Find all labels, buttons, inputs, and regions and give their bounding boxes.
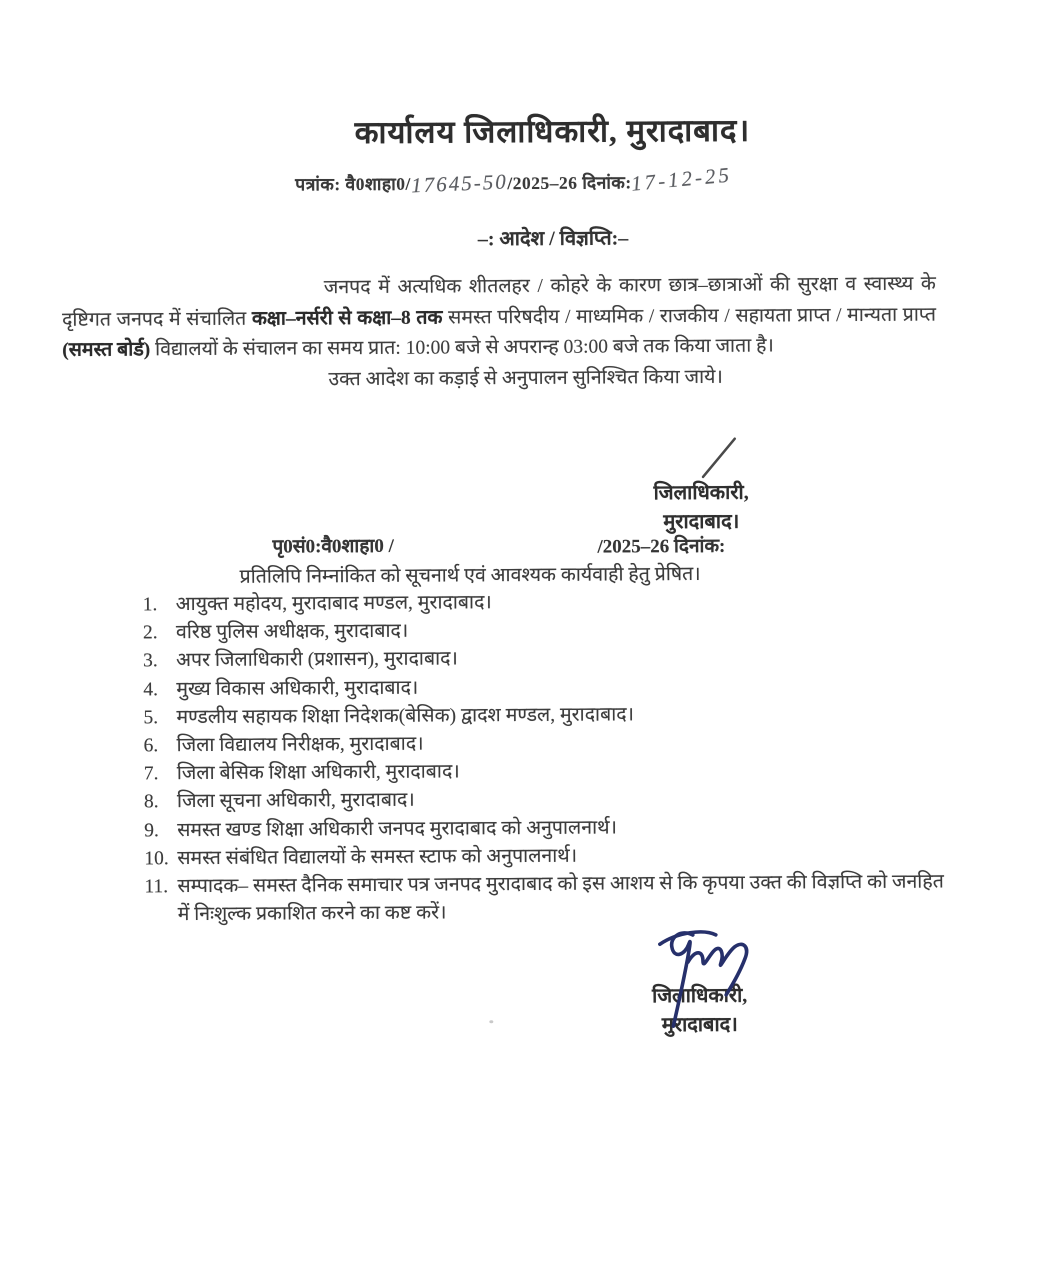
office-title: कार्यालय जिलाधिकारी, मुरादाबाद। [354,112,751,151]
copy-intro-line: प्रतिलिपि निम्नांकित को सूचनार्थ एवं आवश्यक कार्यवाही हेतु प्रेषित। [239,563,701,588]
signature-block-top [611,436,792,537]
signatory-title: जिलाधिकारी, [652,984,748,1008]
item-number: 3. [143,650,158,672]
handwritten-letter-number: 17645-50 [410,169,508,198]
letter-number-prefix: पत्रांक: वै0शाहा0/ [295,173,411,195]
item-text: मुख्य विकास अधिकारी, मुरादाबाद। [176,677,419,700]
item-number: 10. [144,848,169,870]
item-number: 5. [143,707,159,729]
handwritten-date: 17-12-25 [630,162,734,196]
item-text: आयुक्त महोदय, मुरादाबाद मण्डल, मुरादाबाद। [175,592,492,616]
order-heading: –: आदेश / विज्ञप्ति:– [477,227,629,251]
item-text: सम्पादक– समस्त दैनिक समाचार पत्र जनपद मुरादाबाद को इस आशय से कि कृपया उक्त की विज्ञप्ति को जनहित में निःशुल्क प्रकाशित करने का कष्ट करें। [177,871,944,926]
order-text-3: विद्यालयों के संचालन का समय प्रात: 10:00 बजे से अपरान्ह 03:00 बजे तक किया जाता है। [150,335,774,361]
order-text-2: समस्त परिषदीय / माध्यमिक / राजकीय / सहायता प्राप्त / मान्यता प्राप्त [442,303,937,329]
item-text: जिला सूचना अधिकारी, मुरादाबाद। [176,790,415,813]
letter-number-middle: /2025–26 दिनांक: [507,172,632,194]
scan-speck [489,1020,493,1023]
item-number: 1. [142,594,158,616]
signatory-place: मुरादाबाद। [661,1013,738,1037]
copy-reference-line [0,528,1054,558]
signatory-title: जिलाधिकारी, [653,481,749,505]
item-number: 8. [143,791,159,813]
item-text: अपर जिलाधिकारी (प्रशासन), मुरादाबाद। [176,648,458,672]
letter-number-line [295,162,734,198]
item-text: जिला विद्यालय निरीक्षक, मुरादाबाद। [176,733,424,757]
item-number: 4. [143,678,158,700]
signatory-place: मुरादाबाद। [663,510,740,534]
recipient-list [143,586,955,929]
list-item [144,868,954,929]
order-text-bold-boards: (समस्त बोर्ड) [62,339,151,361]
order-paragraph [62,269,937,366]
item-number: 11. [144,876,169,898]
item-text: जिला बेसिक शिक्षा अधिकारी, मुरादाबाद। [176,761,460,785]
item-number: 6. [143,735,159,757]
order-body [62,269,937,396]
order-text-1: जनपद में अत्यधिक शीतलहर / कोहरे के कारण छात्र–छात्राओं की सुरक्षा व स्वास्थ्य के दृष्टिगत जनपद में संचालित [61,273,936,331]
signature-block-bottom [602,931,798,1040]
compliance-line: उक्त आदेश का कड़ाई से अनुपालन सुनिश्चित किया जाये। [328,366,723,390]
copy-reference-left: पृ0सं0:वै0शाहा0 / [272,535,394,558]
order-text-bold-classes: कक्षा–नर्सरी से कक्षा–8 तक [251,307,443,330]
copy-reference-right: /2025–26 दिनांक: [597,535,726,558]
item-text: समस्त संबंधित विद्यालयों के समस्त स्टाफ को अनुपालनार्थ। [177,845,578,869]
item-number: 9. [144,819,159,841]
item-number: 2. [142,622,158,644]
signature-stroke-icon [699,437,739,479]
item-number: 7. [143,763,159,785]
item-text: मण्डलीय सहायक शिक्षा निदेशक(बेसिक) द्वादश मण्डल, मुरादाबाद। [176,704,635,728]
item-text: समस्त खण्ड शिक्षा अधिकारी जनपद मुरादाबाद को अनुपालनार्थ। [177,817,618,841]
item-text: वरिष्ठ पुलिस अधीक्षक, मुरादाबाद। [175,620,409,644]
